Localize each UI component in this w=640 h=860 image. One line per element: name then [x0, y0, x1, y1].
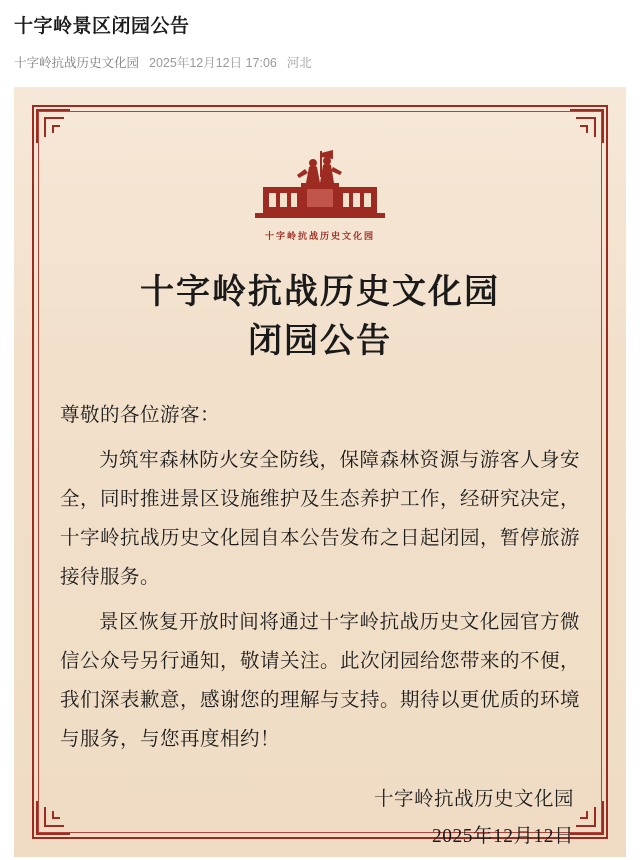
poster-body — [60, 396, 580, 759]
body-paragraph-2: 景区恢复开放时间将通过十字岭抗战历史文化园官方微信公众号另行通知，敬请关注。此次闭园给您带来的不便，我们深表歉意，感谢您的理解与支持。期待以更优质的环境与服务，与您再度相约！ — [60, 612, 581, 751]
poster-content — [60, 131, 581, 848]
poster-heading-line2: 闭园公告 — [248, 322, 392, 360]
page-title: 十字岭景区闭园公告 — [14, 16, 190, 37]
meta-source[interactable]: 十字岭抗战历史文化园 — [14, 55, 140, 70]
poster-heading — [60, 268, 580, 367]
body-paragraph-1: 为筑牢森林防火安全防线，保障森林资源与游客人身安全，同时推进景区设施维护及生态养护工作，经研究决定，十字岭抗战历史文化园自本公告发布之日起闭园，暂停旅游接待服务。 — [60, 450, 581, 589]
article-meta — [14, 53, 626, 71]
notice-poster — [14, 87, 626, 857]
park-emblem — [60, 147, 580, 242]
emblem-caption: 十字岭抗战历史文化园 — [264, 230, 375, 241]
monument-icon — [227, 147, 413, 225]
meta-region: 河北 — [286, 55, 312, 70]
salutation: 尊敬的各位游客： — [60, 405, 221, 427]
poster-signature — [60, 781, 580, 855]
poster-heading-line1: 十字岭抗战历史文化园 — [140, 273, 500, 311]
signature-date: 2025年12月12日 — [431, 826, 574, 848]
meta-timestamp: 2025年12月12日 17:06 — [149, 55, 277, 70]
signer-name: 十字岭抗战历史文化园 — [373, 789, 574, 811]
article-header — [0, 0, 640, 71]
